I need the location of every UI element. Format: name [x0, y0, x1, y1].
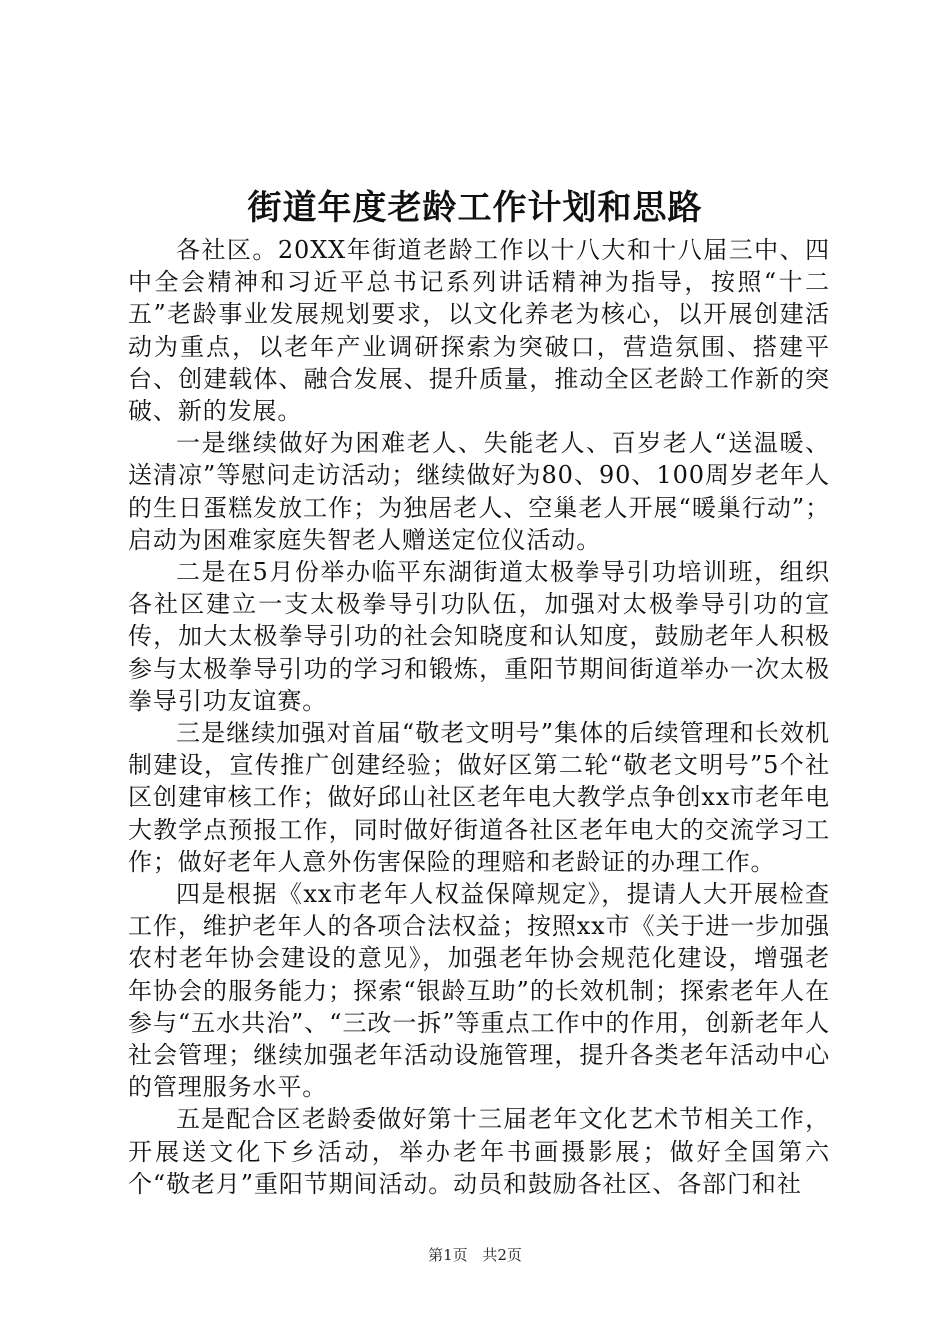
page-number-total: 共2页 [482, 1246, 522, 1264]
page-footer [0, 1245, 950, 1265]
paragraph-item-4: 四是根据《xx市老年人权益保障规定》，提请人大开展检查工作，维护老年人的各项合法权益；按照xx市《关于进一步加强农村老年协会建设的意见》，加强老年协会规范化建设，增强老年协会的服务能力；探索“银龄互助”的长效机制；探索老年人在参与“五水共治”、“三改一拆”等重点工作中的作用，创新老年人社会管理；继续加强老年活动设施管理，提升各类老年活动中心的管理服务水平。 [128, 880, 830, 1102]
paragraph-item-3: 三是继续加强对首届“敬老文明号”集体的后续管理和长效机制建设，宣传推广创建经验；做好区第二轮“敬老文明号”5个社区创建审核工作；做好邱山社区老年电大教学点争创xx市老年电大教学点预报工作，同时做好街道各社区老年电大的交流学习工作；做好老年人意外伤害保险的理赔和老龄证的办理工作。 [128, 719, 830, 876]
paragraph-item-5: 五是配合区老龄委做好第十三届老年文化艺术节相关工作，开展送文化下乡活动，举办老年书画摄影展；做好全国第六个“敬老月”重阳节期间活动。动员和鼓励各社区、各部门和社 [128, 1105, 830, 1198]
paragraph-item-2: 二是在5月份举办临平东湖街道太极拳导引功培训班，组织各社区建立一支太极拳导引功队伍，加强对太极拳导引功的宣传，加大太极拳导引功的社会知晓度和认知度，鼓励老年人积极参与太极拳导引功的学习和锻炼，重阳节期间街道举办一次太极拳导引功友谊赛。 [128, 558, 830, 715]
paragraph-item-1: 一是继续做好为困难老人、失能老人、百岁老人“送温暖、送清凉”等慰问走访活动；继续做好为80、90、100周岁老年人的生日蛋糕发放工作；为独居老人、空巢老人开展“暖巢行动”；启动为困难家庭失智老人赠送定位仪活动。 [128, 429, 830, 554]
paragraph-intro: 各社区。20XX年街道老龄工作以十八大和十八届三中、四中全会精神和习近平总书记系列讲话精神为指导，按照“十二五”老龄事业发展规划要求，以文化养老为核心，以开展创建活动为重点，以老年产业调研探索为突破口，营造氛围、搭建平台、创建载体、融合发展、提升质量，推动全区老龄工作新的突破、新的发展。 [128, 236, 830, 426]
document-title: 街道年度老龄工作计划和思路 [247, 188, 703, 228]
page-number-current: 第1页 [428, 1246, 468, 1264]
document-body [128, 234, 830, 1200]
